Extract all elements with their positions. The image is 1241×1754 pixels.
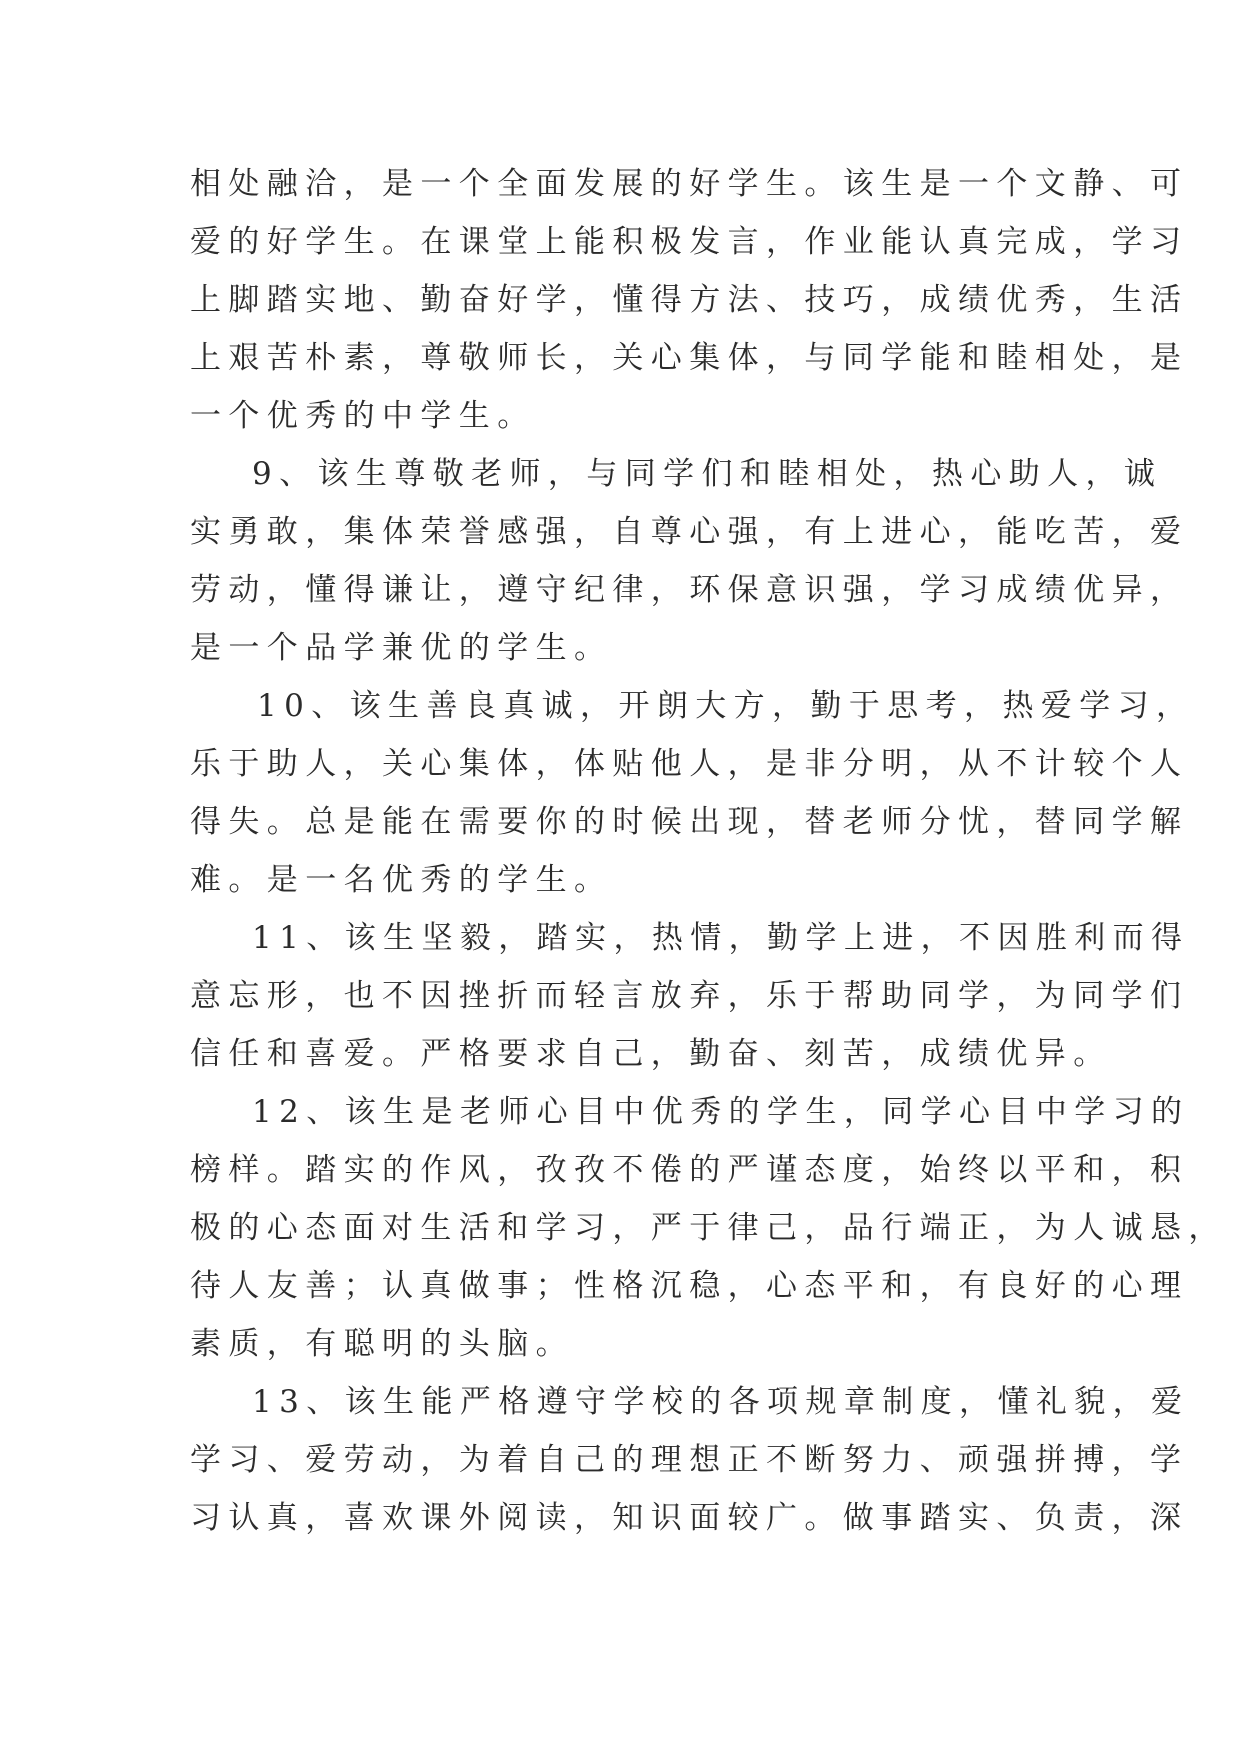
text-line: 习认真，喜欢课外阅读，知识面较广。做事踏实、负责，深 (190, 1500, 1189, 1536)
text-line: 得失。总是能在需要你的时候出现，替老师分忧，替同学解 (190, 804, 1189, 840)
text-line: 上艰苦朴素，尊敬师长，关心集体，与同学能和睦相处，是 (190, 340, 1189, 376)
text-line: 一个优秀的中学生。 (190, 398, 536, 434)
text-line: 待人友善；认真做事；性格沉稳，心态平和，有良好的心理 (190, 1268, 1189, 1304)
text-line: 实勇敢，集体荣誉感强，自尊心强，有上进心，能吃苦，爱 (190, 514, 1189, 550)
text-line: 极的心态面对生活和学习，严于律己，品行端正，为人诚恳， (190, 1210, 1227, 1246)
paragraph-9-start: 9、该生尊敬老师，与同学们和睦相处，热心助人，诚 (252, 456, 1163, 492)
text-line: 意忘形，也不因挫折而轻言放弃，乐于帮助同学，为同学们 (190, 978, 1189, 1014)
text-line: 劳动，懂得谦让，遵守纪律，环保意识强，学习成绩优异， (190, 572, 1189, 608)
text-line: 素质，有聪明的头脑。 (190, 1326, 574, 1362)
paragraph-12-start: 12、该生是老师心目中优秀的学生，同学心目中学习的 (252, 1094, 1190, 1130)
paragraph-13-start: 13、该生能严格遵守学校的各项规章制度，懂礼貌，爱 (252, 1384, 1190, 1420)
text-line: 是一个品学兼优的学生。 (190, 630, 613, 666)
text-line: 上脚踏实地、勤奋好学，懂得方法、技巧，成绩优秀，生活 (190, 282, 1189, 318)
text-line: 相处融洽，是一个全面发展的好学生。该生是一个文静、可 (190, 166, 1189, 202)
text-line: 爱的好学生。在课堂上能积极发言，作业能认真完成，学习 (190, 224, 1189, 260)
text-line: 信任和喜爱。严格要求自己，勤奋、刻苦，成绩优异。 (190, 1036, 1112, 1072)
text-line: 学习、爱劳动，为着自己的理想正不断努力、顽强拼搏，学 (190, 1442, 1189, 1478)
paragraph-10-start: 10、该生善良真诚，开朗大方，勤于思考，热爱学习， (257, 688, 1195, 724)
text-line: 乐于助人，关心集体，体贴他人，是非分明，从不计较个人 (190, 746, 1189, 782)
paragraph-11-start: 11、该生坚毅，踏实，热情，勤学上进，不因胜利而得 (252, 920, 1190, 956)
text-line: 榜样。踏实的作风，孜孜不倦的严谨态度，始终以平和，积 (190, 1152, 1189, 1188)
text-line: 难。是一名优秀的学生。 (190, 862, 613, 898)
